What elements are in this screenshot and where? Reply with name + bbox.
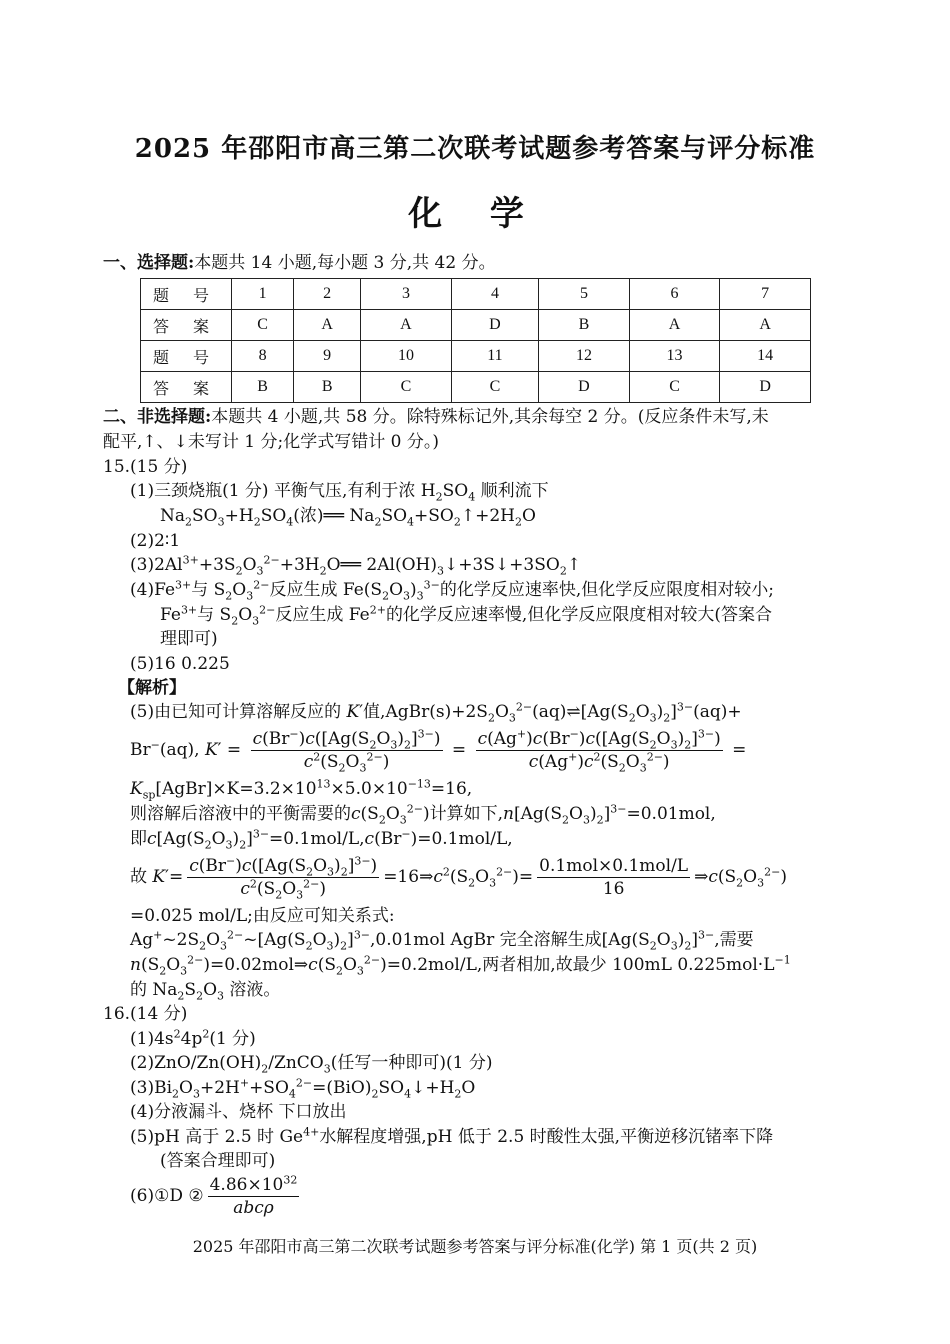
- section2-heading: 二、非选择题:: [103, 407, 212, 427]
- answer-cell: C: [451, 372, 538, 403]
- q16-a6-text: (6)①D ②: [130, 1186, 204, 1206]
- q15-answer-1: (1)三颈烧瓶(1 分) 平衡气压,有利于浓 $H_2SO_4$ 顺利流下: [130, 481, 549, 504]
- section1-desc: 本题共 14 小题,每小题 3 分,共 42 分。: [194, 253, 496, 273]
- answer-cell: B: [539, 310, 630, 341]
- analysis-text-b: ,需要: [714, 930, 754, 950]
- q16-a2-text-c: (任写一种即可)(1 分): [330, 1053, 493, 1073]
- question-number: 1: [232, 279, 294, 310]
- table-row: [141, 279, 811, 310]
- answer-cell: A: [629, 310, 720, 341]
- analysis-label: 【解析】: [118, 678, 186, 698]
- question-number: 13: [629, 341, 720, 372]
- fraction-4: [537, 856, 690, 899]
- analysis-text: 即: [130, 829, 147, 849]
- question-number: 6: [629, 279, 720, 310]
- section2-line2: 配平,↑、↓未写计 1 分;化学式写错计 0 分。): [103, 432, 439, 452]
- q15-answer-4-line2: $Fe^{3+}$与 $S_2O_3^{2-}$反应生成 $Fe^{2+}$的化学反应速率慢,但化学反应限度相对较大(答案合: [160, 603, 772, 628]
- answer-cell: B: [232, 372, 294, 403]
- q16-answer-5-line2: (答案合理即可): [160, 1151, 276, 1171]
- question-number: 14: [720, 341, 811, 372]
- table-row: [141, 310, 811, 341]
- row-label: 答 案: [141, 372, 232, 403]
- fraction-3: $\frac{c(Br^-)c([Ag(S_2O_3)_2]^{3-})}{c^2(S_2O_3^{2-})}$: [189, 854, 378, 902]
- row-label: 题 号: [141, 341, 232, 372]
- q16-a1-text-b: 4p: [180, 1029, 203, 1049]
- q15-answer-3: $(3)2Al^{3+}+3S_2O_3^{2-}+3H_2O══$ $2Al(OH)_3↓+3S↓+3SO_2↑$: [130, 553, 582, 578]
- analysis-line-2: Br−(aq), K′ = $\frac{c(Br^-)c([Ag(S_2O_3)_2]^{3-})}{c^2(S_2O_3^{2-})}$ = $\frac{c(Ag^+)c(Br^-)c([Ag(S_2O_3)_2]^{3-})}{c(Ag^+)c^2(S_2O_3^{2-})}$ =: [130, 727, 747, 775]
- question-number: 11: [451, 341, 538, 372]
- q16-a2-text-b: /ZnCO: [268, 1053, 324, 1073]
- answer-cell: C: [629, 372, 720, 403]
- document-title: 2025 年邵阳市高三第二次联考试题参考答案与评分标准: [134, 134, 816, 164]
- question-number: 4: [451, 279, 538, 310]
- answer-cell: B: [294, 372, 361, 403]
- answer-cell: C: [361, 372, 452, 403]
- analysis-line-1: (5)由已知可计算溶解反应的 K′值$,AgBr(s)+2S_2O_3^{2-}(aq)\rightleftharpoons[Ag(S_2O_3)_2]^{3-}(aq)+$: [130, 700, 742, 725]
- q15-answer-4-line1: $(4)Fe^{3+}$与 $S_2O_3^{2-}$反应生成 $Fe(S_2O_3)_3^{3-}$的化学反应速率快,但化学反应限度相对较小;: [130, 578, 774, 603]
- question-number: 2: [294, 279, 361, 310]
- question-number: 12: [539, 341, 630, 372]
- section2-desc: 本题共 4 小题,共 58 分。除特殊标记外,其余每空 2 分。(反应条件未写,未: [211, 407, 769, 427]
- q15-answer-4-line3: 理即可): [160, 629, 218, 649]
- analysis-text: 溶液。: [229, 980, 281, 1000]
- q16-a1-text: (1)4s: [130, 1029, 174, 1049]
- q16-a1-text-c: (1 分): [209, 1029, 256, 1049]
- fraction-5: $\frac{4.86\times 10^{32}}{\text{abcρ}}$: [209, 1173, 298, 1218]
- section1-heading: 一、选择题:: [103, 253, 195, 273]
- q16-answer-3: $(3)Bi_2O_3+2H^++SO_4^{2-}=(BiO)_2SO_4↓+H_2O$: [130, 1076, 476, 1101]
- answer-cell: A: [294, 310, 361, 341]
- q15-answer-2: (2)2∶1: [130, 531, 181, 551]
- question-number: 7: [720, 279, 811, 310]
- q16-a2-text: (2)ZnO/Zn(OH): [130, 1053, 262, 1073]
- row-label: 题 号: [141, 279, 232, 310]
- fraction-2: $\frac{c(Ag^+)c(Br^-)c([Ag(S_2O_3)_2]^{3-})}{c(Ag^+)c^2(S_2O_3^{2-})}$: [477, 727, 721, 775]
- q16-answer-4: (4)分液漏斗、烧杯 下口放出: [130, 1102, 347, 1122]
- q16-answer-6: [130, 1172, 303, 1220]
- q15-heading: 15.(15 分): [103, 457, 188, 477]
- analysis-line-6: 故 K′= $\frac{c(Br^-)c([Ag(S_2O_3)_2]^{3-})}{c^2(S_2O_3^{2-})}$ $=16\Rightarrow c^2(S_2O_3^{2-})=$ $\frac{\text{0.1mol×0.1mol/L}}{16}$ $\Rightarrow c(S_2O_3^{2-})$: [130, 854, 787, 902]
- fraction-5-den: abcρ: [233, 1198, 274, 1218]
- ksp-text-c: =16,: [430, 779, 473, 799]
- fraction-4-num: 0.1mol×0.1mol/L: [539, 856, 689, 876]
- page-footer: 2025 年邵阳市高三第二次联考试题参考答案与评分标准(化学) 第 1 页(共 2 页): [192, 1237, 758, 1256]
- analysis-text: ,0.01mol AgBr 完全溶解生成: [370, 930, 602, 950]
- fraction-4-den: 16: [602, 879, 625, 899]
- q15-a1-text: (1)三颈烧瓶(1 分) 平衡气压,有利于浓 H: [130, 481, 436, 501]
- section2-line1: [103, 406, 769, 428]
- subject-title: 化 学: [408, 194, 542, 234]
- answer-cell: D: [539, 372, 630, 403]
- question-number: 10: [361, 341, 452, 372]
- fraction-5-num: 4.86×10: [209, 1175, 284, 1195]
- question-number: 5: [539, 279, 630, 310]
- analysis-text-b: 计算如下,: [429, 804, 504, 824]
- question-number: 9: [294, 341, 361, 372]
- q16-a5-text-b: 水解程度增强,pH 低于 2.5 时酸性太强,平衡逆移沉锗率下降: [319, 1127, 774, 1147]
- analysis-line-3: $K_{sp}[AgBr]\times K=3.2\times 10^{13}\times 5.0\times 10^{-13}=16$,: [130, 777, 473, 802]
- fraction-1: $\frac{c(Br^-)c([Ag(S_2O_3)_2]^{3-})}{c^2(S_2O_3^{2-})}$: [252, 727, 441, 775]
- analysis-text-b: =0.2mol/L,两者相加,故最少 100mL 0.225mol·L: [386, 955, 775, 975]
- analysis-line-9: $n(S_2O_3^{2-})=0.02mol\Rightarrow c(S_2O_3^{2-})=0.2mol/L$,两者相加,故最少 100mL $0.225mol\cdot L^{-1}$: [130, 953, 791, 978]
- q16-answer-5-line1: (5)pH 高于 2.5 时 $Ge^{4+}$水解程度增强,pH 低于 2.5 时酸性太强,平衡逆移沉锗率下降: [130, 1125, 774, 1147]
- q15-a1-text-c: 顺利流下: [475, 481, 549, 501]
- row-label: 答 案: [141, 310, 232, 341]
- analysis-line-8: $Ag^+\sim 2S_2O_3^{2-}\sim[Ag(S_2O_3)_2]^{3-},0.01mol$ AgBr 完全溶解生成$[Ag(S_2O_3)_2]^{3-}$,需要: [130, 928, 754, 953]
- analysis-text: =0.02mol⇒: [210, 955, 309, 975]
- ksp-text-b: ×5.0×10: [330, 779, 408, 799]
- table-row: [141, 372, 811, 403]
- q16-a5-text: (5)pH 高于 2.5 时 Ge: [130, 1127, 304, 1147]
- q15-a1-text-b: SO: [442, 481, 469, 501]
- answer-cell: D: [451, 310, 538, 341]
- answer-table: [140, 278, 811, 403]
- question-number: 3: [361, 279, 452, 310]
- analysis-line-10: 的 $Na_2S_2O_3$ 溶液。: [130, 980, 281, 1003]
- analysis-line-4: 则溶解后溶液中的平衡需要的$c(S_2O_3^{2-})$计算如下$,n[Ag(S_2O_3)_2]^{3-}=0.01mol$,: [130, 802, 716, 827]
- question-number: 8: [232, 341, 294, 372]
- table-row: [141, 341, 811, 372]
- answer-cell: C: [232, 310, 294, 341]
- ksp-text: [AgBr]×K=3.2×10: [155, 779, 317, 799]
- analysis-text-b: =16⇒: [383, 867, 434, 887]
- q16-answer-2: $(2)ZnO/Zn(OH)_2/ZnCO_3$(任写一种即可)(1 分): [130, 1053, 493, 1076]
- analysis-text: 则溶解后溶液中的平衡需要的: [130, 804, 351, 824]
- answer-cell: A: [720, 310, 811, 341]
- analysis-text: 故: [130, 867, 153, 887]
- q16-heading: 16.(14 分): [103, 1004, 188, 1024]
- analysis-line-7: =0.025 mol/L;由反应可知关系式:: [130, 906, 395, 926]
- analysis-text-b: =0.1mol/L,: [269, 829, 365, 849]
- answer-cell: D: [720, 372, 811, 403]
- analysis-text-c: =0.01mol,: [626, 804, 716, 824]
- answer-cell: A: [361, 310, 452, 341]
- section1-line: [103, 252, 496, 274]
- analysis-text-c: =0.1mol/L,: [417, 829, 513, 849]
- analysis-line-5: 即$c[Ag(S_2O_3)_2]^{3-}=0.1mol/L,c(Br^-)=0.1mol/L$,: [130, 827, 513, 852]
- q16-answer-1: $(1)4s^24p^2(1$ 分): [130, 1027, 256, 1049]
- q15-equation-1: $Na_2SO_3+H_2SO_4$(浓)══ $Na_2SO_4+SO_2↑+2H_2O$: [160, 506, 536, 529]
- q15-answer-5: (5)16 0.225: [130, 654, 230, 674]
